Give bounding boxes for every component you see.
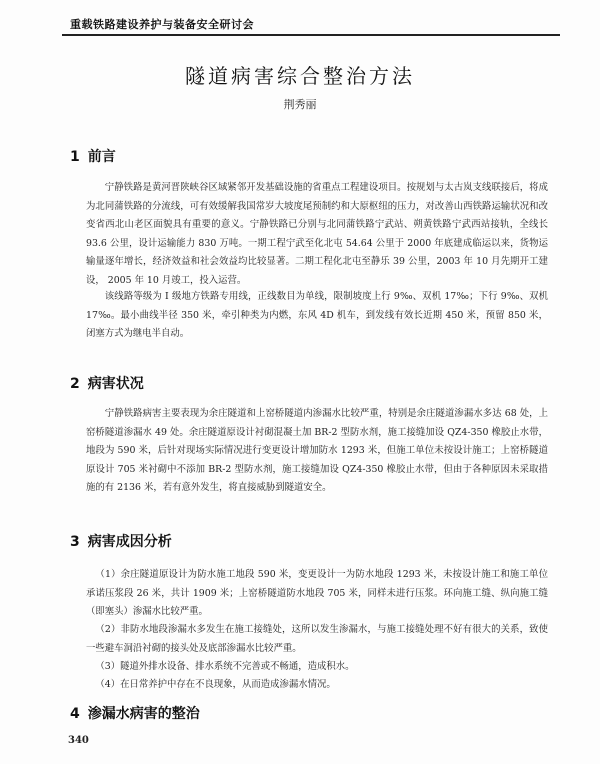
conference-header: 重载铁路建设养护与装备安全研讨会 [70,18,254,31]
article-title: 隧道病害综合整治方法 [185,64,415,88]
section-number: 2 [70,376,80,392]
section-title: 病害状况 [87,376,144,392]
page-number: 340 [68,735,89,746]
section-number: 1 [70,149,80,165]
section-heading-4 [70,703,200,723]
paragraph: 该线路等级为 Ⅰ 级地方铁路专用线，正线数目为单线，限制坡度上行 9‰、双机 17‰；下行 9‰、双机 17‰。最小曲线半径 350 米，牵引种类为内燃，东风 4D 机车，到发线有效长近期 450 米，预留 850 米，闭塞方式为继电半自动。 [86,291,548,340]
list-item: （4）在日常养护中存在不良现象，从而造成渗漏水情况。 [95,679,336,690]
section-number: 3 [70,534,80,550]
list-item: （3）隧道外排水设备、排水系统不完善或不畅通，造成积水。 [95,661,355,672]
header-rule [62,34,560,36]
section-number: 4 [70,706,80,722]
section-title: 病害成因分析 [87,534,172,550]
list-item: （1）余庄隧道原设计为防水施工地段 590 米，变更设计一为防水地段 1293 米，未按设计施工和施工单位承诺压浆段 26 米，共计 1909 米；上窑桥隧道防水地段 705 米，同样未进行压浆。环向施工缝、纵向施工缝（即塞头）渗漏水比较严重。 [86,569,548,618]
section-title: 前言 [87,149,116,165]
section-title: 渗漏水病害的整治 [87,706,200,722]
section-heading-1 [70,146,116,166]
paragraph: 宁静铁路病害主要表现为余庄隧道和上窑桥隧道内渗漏水比较严重，特别是余庄隧道渗漏水多达 68 处，上窑桥隧道渗漏水 49 处。余庄隧道原设计衬砌混凝土加 BR-2 型防水剂，施工接缝加设 QZ4-350 橡胶止水带，地段为 590 米，后针对现场实际情况进行变更设计增加防水 1293 米，但施工单位未按设计施工；上窑桥隧道原设计 705 米衬砌中不添加 BR-2 型防水剂，施工接缝加设 QZ4-350 橡胶止水带，但由于各种原因未采取措施的有 2136 米，若有意外发生，将直接威胁到隧道安全。 [86,408,548,494]
section-heading-2 [70,373,144,393]
article-author: 荆秀丽 [283,98,317,111]
list-item: （2）非防水地段渗漏水多发生在施工接缝处，这所以发生渗漏水，与施工接缝处理不好有很大的关系，致使一些避车洞沿衬砌的接头处及底部渗漏水比较严重。 [86,624,548,654]
section-heading-3 [70,531,172,551]
paragraph: 宁静铁路是黄河晋陕峡谷区域紧邻开发基础设施的省重点工程建设项目。按规划与太古岚支线联接后，将成为北同蒲铁路的分流线，可有效缓解我国常岁大坡度尾预制约和大原枢纽的压力，对改善山西铁路运输状况和改变省西北山老区面貌具有重要的意义。宁静铁路已分别与北同蒲铁路宁武站、朔黄铁路宁武西站接轨，全线长 93.6 公里，设计运输能力 830 万吨。一期工程宁武至化北屯 54.64 公里于 2000 年底建成临运以来，货物运输量逐年增长，经济效益和社会效益均比较显著。二期工程化北屯至静乐 39 公里，2003 年 10 月先期开工建设， 2005 年 10 月竣工，投入运营。 [86,182,548,286]
